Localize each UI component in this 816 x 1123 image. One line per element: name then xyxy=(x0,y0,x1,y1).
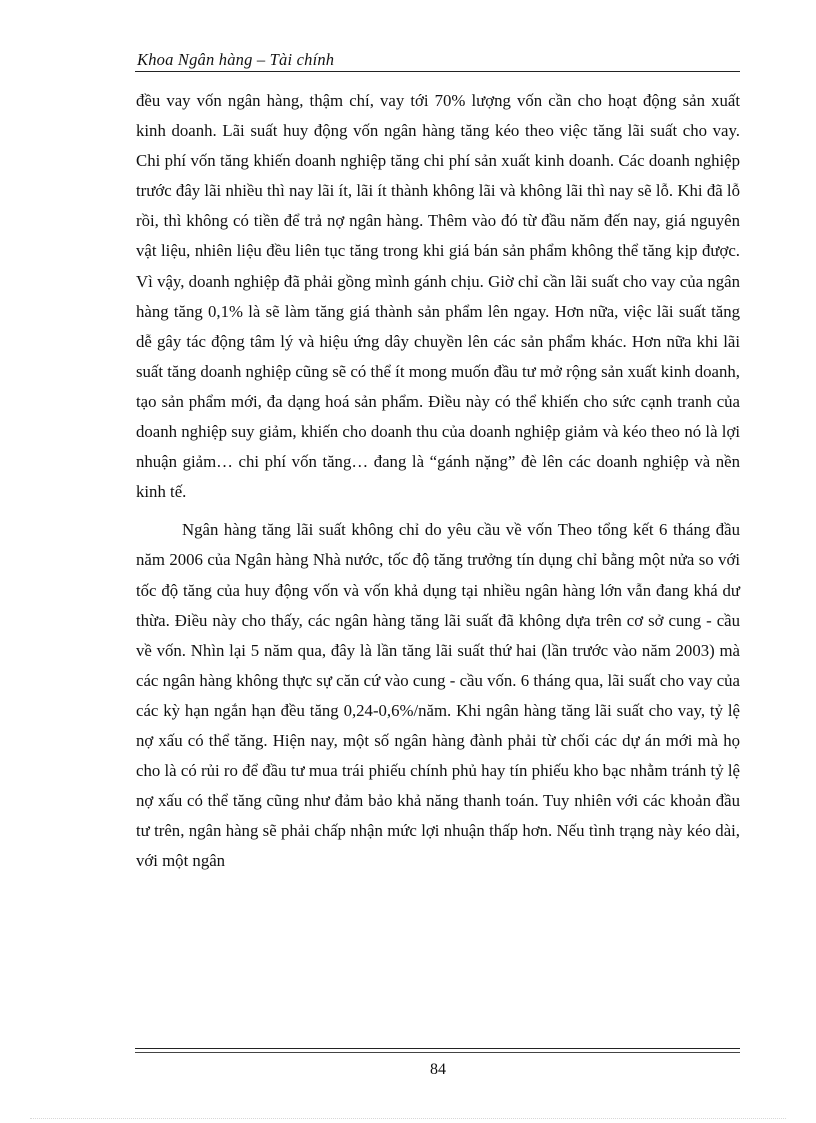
footer-divider-bottom xyxy=(135,1052,740,1053)
header-divider xyxy=(135,71,740,72)
footer-divider-top xyxy=(135,1048,740,1049)
header-title: Khoa Ngân hàng – Tài chính xyxy=(137,50,335,69)
page-number: 84 xyxy=(430,1061,446,1078)
paragraph-2: Ngân hàng tăng lãi suất không chỉ do yêu cầu về vốn Theo tổng kết 6 tháng đầu năm 2006 của Ngân hàng Nhà nước, tốc độ tăng trưởng tín dụng chỉ bằng một nửa so với tốc độ tăng của huy động vốn và vốn khả dụng tại nhiều ngân hàng lớn vẫn đang khá dư thừa. Điều này cho thấy, các ngân hàng tăng lãi suất đã không dựa trên cơ sở cung - cầu về vốn. Nhìn lại 5 năm qua, đây là lần tăng lãi suất thứ hai (lần trước vào năm 2003) mà các ngân hàng không thực sự căn cứ vào cung - cầu vốn. 6 tháng qua, lãi suất cho vay của các kỳ hạn ngắn hạn đều tăng 0,24-0,6%/năm. Khi ngân hàng tăng lãi suất cho vay, tỷ lệ nợ xấu có thể tăng. Hiện nay, một số ngân hàng đành phải từ chối các dự án mới mà họ cho là có rủi ro để đầu tư mua trái phiếu chính phủ hay tín phiếu kho bạc nhằm tránh tỷ lệ nợ xấu có thể tăng cũng như đảm bảo khả năng thanh toán. Tuy nhiên với các khoản đầu tư trên, ngân hàng sẽ phải chấp nhận mức lợi nhuận thấp hơn. Nếu tình trạng này kéo dài, với một ngân xyxy=(136,520,740,871)
paragraph-1: đều vay vốn ngân hàng, thậm chí, vay tới 70% lượng vốn cần cho hoạt động sản xuất kinh doanh. Lãi suất huy động vốn ngân hàng tăng kéo theo việc tăng lãi suất cho vay. Chi phí vốn tăng khiến doanh nghiệp tăng chi phí sản xuất kinh doanh. Các doanh nghiệp trước đây lãi nhiều thì nay lãi ít, lãi ít thành không lãi và không lãi thì nay sẽ lỗ. Khi đã lỗ rồi, thì không có tiền để trả nợ ngân hàng. Thêm vào đó từ đầu năm đến nay, giá nguyên vật liệu, nhiên liệu đều liên tục tăng trong khi giá bán sản phẩm không thể tăng kịp được. Vì vậy, doanh nghiệp đã phải gồng mình gánh chịu. Giờ chỉ cần lãi suất cho vay của ngân hàng tăng 0,1% là sẽ làm tăng giá thành sản phẩm lên ngay. Hơn nữa, việc lãi suất tăng dễ gây tác động tâm lý và hiệu ứng dây chuyền lên các sản phẩm khác. Hơn nữa khi lãi suất tăng doanh nghiệp cũng sẽ có thể ít mong muốn đầu tư mở rộng sản xuất kinh doanh, tạo sản phẩm mới, đa dạng hoá sản phẩm. Điều này có thể khiến cho sức cạnh tranh của doanh nghiệp suy giảm, khiến cho doanh thu của doanh nghiệp giảm và kéo theo nó là lợi nhuận giảm… chi phí vốn tăng… đang là “gánh nặng” đè lên các doanh nghiệp và nền kinh tế. xyxy=(136,91,740,502)
body-text xyxy=(136,86,740,876)
bottom-dotted-border xyxy=(30,1118,786,1119)
